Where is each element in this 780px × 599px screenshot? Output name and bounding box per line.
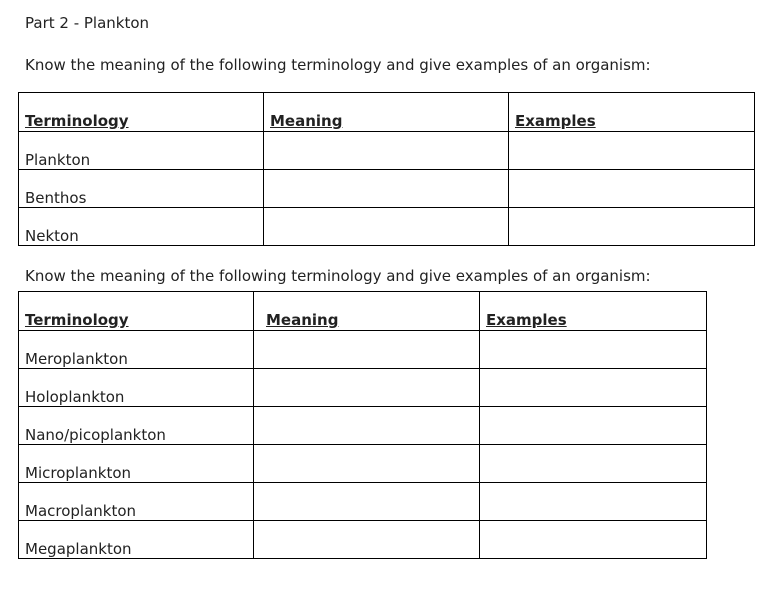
terminology-table-1: [18, 92, 755, 246]
table-row: [19, 483, 707, 521]
meaning-cell[interactable]: [254, 483, 480, 521]
examples-cell[interactable]: [480, 521, 707, 559]
table-row: [19, 208, 755, 246]
header-examples: Examples: [509, 93, 755, 132]
table-row: [19, 170, 755, 208]
page-heading: Part 2 - Plankton: [25, 14, 150, 32]
meaning-cell[interactable]: [264, 132, 509, 170]
meaning-cell[interactable]: [254, 445, 480, 483]
examples-cell[interactable]: [480, 369, 707, 407]
table-row: [19, 407, 707, 445]
meaning-cell[interactable]: [264, 208, 509, 246]
table-row: [19, 369, 707, 407]
examples-cell[interactable]: [509, 208, 755, 246]
instruction-2: Know the meaning of the following terminology and give examples of an organism:: [25, 267, 651, 285]
examples-cell[interactable]: [509, 132, 755, 170]
table-row: [19, 132, 755, 170]
instruction-1: Know the meaning of the following terminology and give examples of an organism:: [25, 56, 651, 74]
term-cell: Macroplankton: [19, 483, 254, 521]
term-cell: Benthos: [19, 170, 264, 208]
table-header-row: [19, 292, 707, 331]
meaning-cell[interactable]: [254, 407, 480, 445]
meaning-cell[interactable]: [264, 170, 509, 208]
terminology-table-2: [18, 291, 707, 559]
header-meaning: Meaning: [264, 93, 509, 132]
examples-cell[interactable]: [509, 170, 755, 208]
table-row: [19, 445, 707, 483]
table-header-row: [19, 93, 755, 132]
term-cell: Nano/picoplankton: [19, 407, 254, 445]
header-terminology: Terminology: [19, 93, 264, 132]
term-cell: Megaplankton: [19, 521, 254, 559]
term-cell: Holoplankton: [19, 369, 254, 407]
table-row: [19, 331, 707, 369]
examples-cell[interactable]: [480, 483, 707, 521]
header-examples: Examples: [480, 292, 707, 331]
examples-cell[interactable]: [480, 445, 707, 483]
term-cell: Nekton: [19, 208, 264, 246]
examples-cell[interactable]: [480, 407, 707, 445]
term-cell: Plankton: [19, 132, 264, 170]
meaning-cell[interactable]: [254, 331, 480, 369]
term-cell: Microplankton: [19, 445, 254, 483]
meaning-cell[interactable]: [254, 369, 480, 407]
meaning-cell[interactable]: [254, 521, 480, 559]
table-row: [19, 521, 707, 559]
term-cell: Meroplankton: [19, 331, 254, 369]
header-terminology: Terminology: [19, 292, 254, 331]
examples-cell[interactable]: [480, 331, 707, 369]
header-meaning: Meaning: [254, 292, 480, 331]
